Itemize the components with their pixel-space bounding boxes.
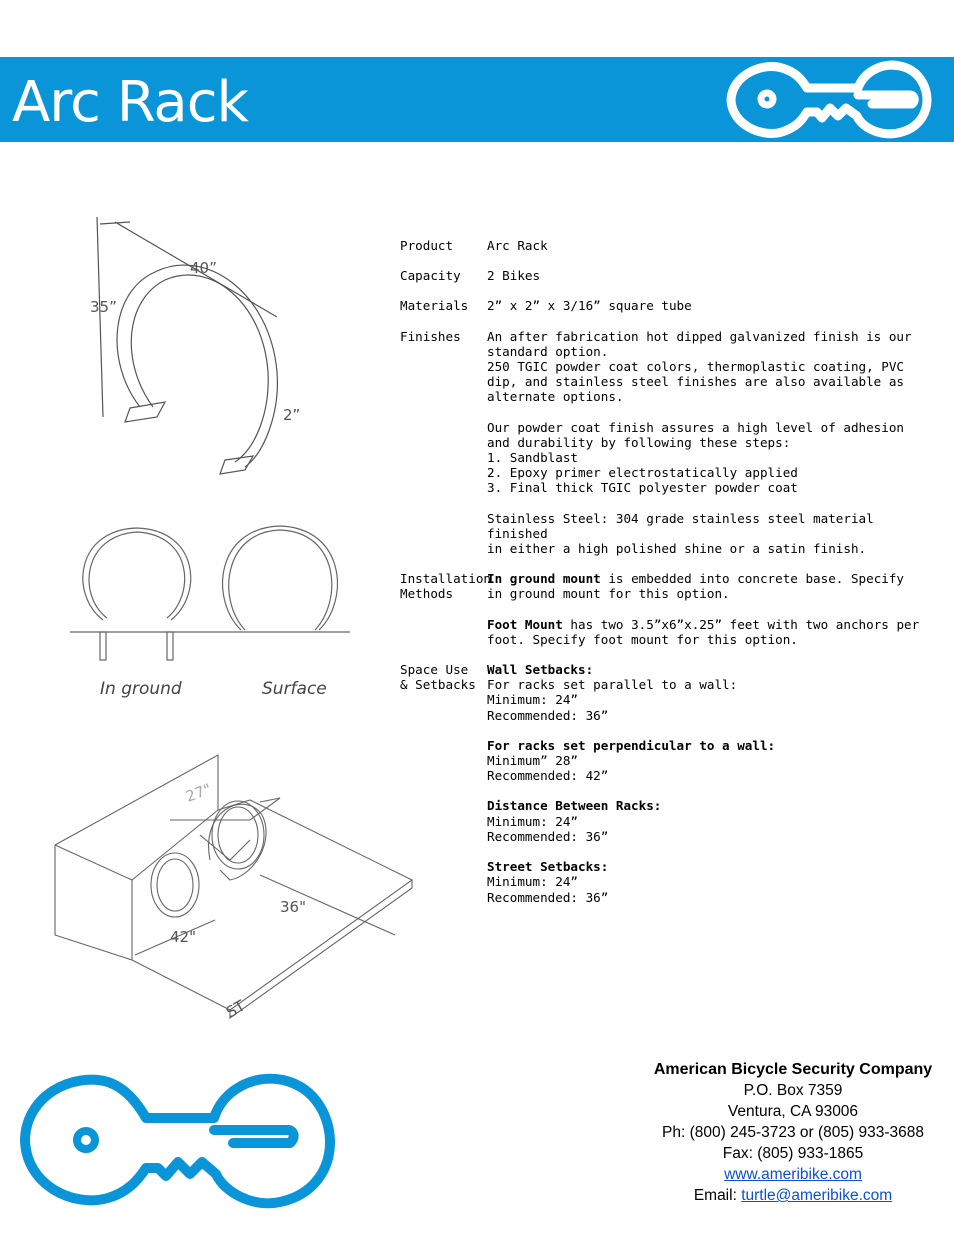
address-line2: Ventura, CA 93006 — [727, 1103, 859, 1120]
address-line1: P.O. Box 7359 — [743, 1082, 843, 1099]
perpendicular-block — [487, 738, 920, 784]
spec-value: 2” x 2” x 3/16” square tube — [487, 298, 692, 314]
surface-caption: Surface — [262, 679, 327, 699]
email-line — [640, 1185, 946, 1206]
installation-methods-drawing — [65, 520, 355, 705]
website-link[interactable]: www.ameribike.com — [724, 1166, 862, 1183]
page-title: Arc Rack — [12, 70, 248, 135]
install-foot-paragraph — [487, 617, 920, 647]
street-text: Minimum: 24” Recommended: 36” — [487, 874, 609, 905]
key-chain-logo-footer-icon — [18, 1070, 336, 1215]
distance-heading: Distance Between Racks: — [487, 798, 662, 814]
install-foot-heading: Foot Mount — [487, 616, 563, 632]
spec-label: Installation Methods — [400, 571, 491, 602]
distance-block — [487, 798, 920, 844]
in-ground-caption: In ground — [100, 679, 182, 699]
dim-36-label: 36" — [280, 898, 306, 916]
wall-setbacks-text: For racks set parallel to a wall: Minimum: 24” Recommended: 36” — [487, 677, 738, 723]
install-foot-text: has two 3.5”x6”x.25” feet with two anchors per foot. Specify foot mount for this option. — [487, 616, 920, 647]
spec-label: Capacity — [400, 268, 461, 284]
spec-row-materials — [400, 298, 920, 313]
install-inground-heading: In ground mount — [487, 571, 601, 587]
setback-isometric-drawing — [50, 750, 420, 1025]
spec-value: Arc Rack — [487, 238, 548, 253]
street-heading: Street Setbacks: — [487, 859, 609, 875]
email-link[interactable]: turtle@ameribike.com — [741, 1187, 893, 1204]
wall-setbacks-block — [487, 662, 920, 723]
perpendicular-text: Minimum” 28” Recommended: 42” — [487, 753, 609, 784]
dim-st-label: ST — [223, 996, 249, 1022]
company-name: American Bicycle Security Company — [653, 1061, 933, 1078]
spec-value: 2 Bikes — [487, 268, 541, 284]
spec-label: Product — [400, 238, 454, 253]
dim-tube-label: 2” — [283, 406, 301, 424]
finishes-paragraph: An after fabrication hot dipped galvanized finish is our standard option. 250 TGIC powder coat colors, thermoplastic coating, PVC dip, and stainless steel finishes are also available as alternate options. — [487, 328, 912, 405]
spec-label: Finishes — [400, 328, 461, 344]
spec-label: Materials — [400, 298, 469, 314]
street-block — [487, 859, 920, 905]
spec-row-installation — [400, 571, 920, 647]
install-inground-text: is embedded into concrete base. Specify in ground mount for this option. — [487, 571, 905, 602]
dim-height-label: 35” — [90, 298, 117, 316]
email-label: Email: — [693, 1187, 742, 1204]
spec-row-space-use — [400, 662, 920, 905]
company-contact — [640, 1059, 946, 1206]
spec-row-capacity — [400, 268, 920, 283]
wall-setbacks-heading: Wall Setbacks: — [487, 662, 594, 678]
spec-row-product — [400, 238, 920, 253]
phone-line: Ph: (800) 245-3723 or (805) 933-3688 — [662, 1124, 924, 1141]
distance-text: Minimum: 24” Recommended: 36” — [487, 813, 609, 844]
fax-line: Fax: (805) 933-1865 — [722, 1145, 864, 1162]
spec-label: Space Use & Setbacks — [400, 662, 476, 693]
perpendicular-heading: For racks set perpendicular to a wall: — [487, 737, 776, 753]
arc-rack-dimension-drawing — [85, 212, 315, 482]
dim-width-label: 40” — [190, 259, 217, 277]
dim-27-label: 27" — [183, 779, 214, 806]
finishes-paragraph: Our powder coat finish assures a high level of adhesion and durability by following these steps: 1. Sandblast 2. Epoxy primer electrostatically applied 3. Final thick TGIC polyester powder coat — [487, 419, 905, 496]
dim-42-label: 42" — [170, 928, 196, 946]
install-inground-paragraph — [487, 571, 920, 601]
key-chain-logo-icon — [722, 0, 932, 200]
finishes-paragraph: Stainless Steel: 304 grade stainless steel material finished in either a high polished shine or a satin finish. — [487, 510, 874, 557]
spec-row-finishes — [400, 329, 920, 557]
spec-table — [400, 238, 920, 920]
